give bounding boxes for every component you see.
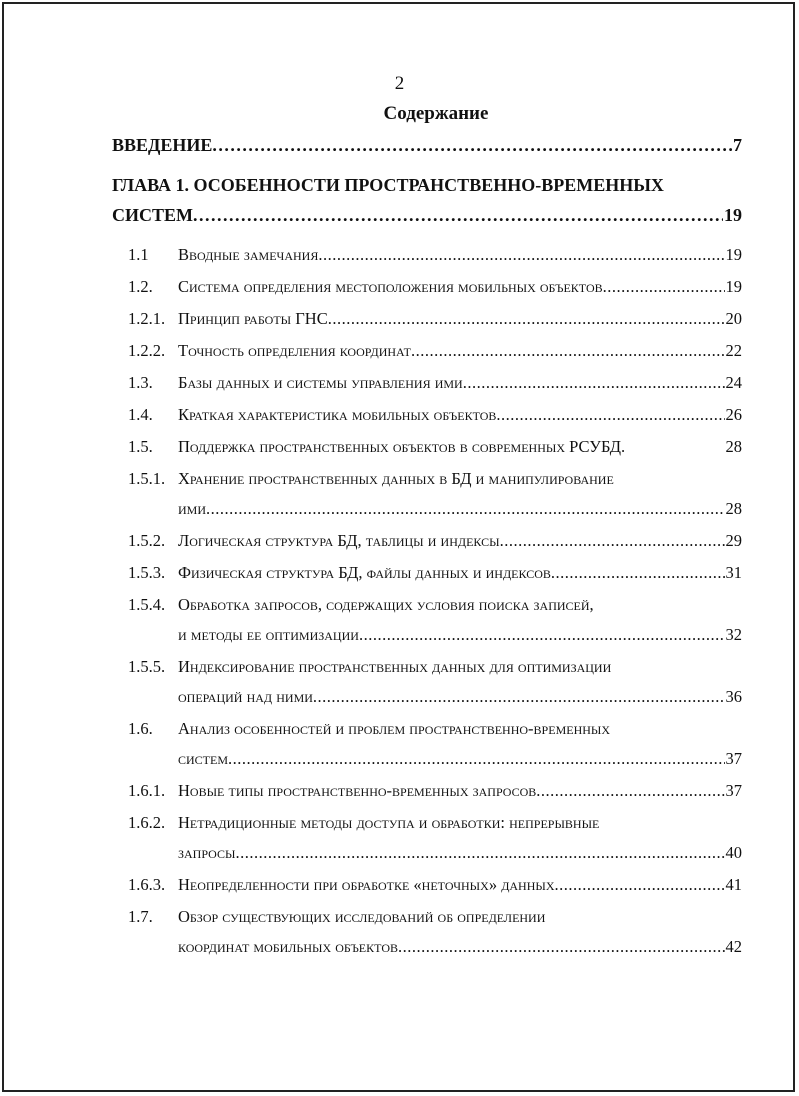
toc-entry-page: 28	[725, 499, 742, 518]
toc-entry-text: Принцип работы ГНС	[178, 309, 328, 328]
toc-leader-dots	[206, 498, 724, 520]
toc-entry-1-4[interactable]	[128, 404, 742, 428]
toc-entry-text: систем	[178, 749, 229, 768]
toc-entry-1-2-2[interactable]	[128, 340, 742, 364]
toc-entry-text: Индексирование пространственных данных для оптимизации	[178, 657, 612, 676]
toc-entry-text: Хранение пространственных данных в БД и манипулирование	[178, 469, 614, 488]
toc-entry-text: Нетрадиционные методы доступа и обработки: непрерывные	[178, 813, 600, 832]
toc-leader-dots	[228, 748, 724, 770]
toc-leader-dots	[235, 842, 724, 864]
toc-entry-text: Новые типы пространственно-временных запросов	[178, 781, 537, 800]
toc-entry-number: 1.6.2.	[128, 813, 166, 832]
toc-entry-text: и методы ее оптимизации	[178, 625, 359, 644]
toc-entry-1-7[interactable]	[128, 906, 742, 930]
toc-entry-1-2-1[interactable]	[128, 308, 742, 332]
toc-entry-text: ГЛАВА 1. ОСОБЕННОСТИ ПРОСТРАНСТВЕННО-ВРЕМЕННЫХ	[112, 175, 664, 195]
toc-entry-number: 1.1	[128, 245, 149, 264]
toc-entry-text: запросы	[178, 843, 236, 862]
toc-entry-number: 1.6.3.	[128, 875, 166, 894]
toc-entry-page: 29	[725, 531, 742, 550]
toc-entry-text: Обзор существующих исследований об определении	[178, 907, 546, 926]
toc-entry-number: 1.6.1.	[128, 781, 166, 800]
toc-entry-number: 1.2.1.	[128, 309, 166, 328]
toc-entry-text: Логическая структура БД, таблицы и индексы	[178, 531, 500, 550]
toc-entry-1-5-1[interactable]	[128, 468, 742, 492]
toc-entry-1-1[interactable]	[128, 244, 742, 268]
toc-entry-chapter-1[interactable]	[112, 174, 742, 198]
toc-entry-page: 19	[724, 205, 742, 225]
toc-entry-number: 1.2.	[128, 277, 153, 296]
toc-leader-dots	[496, 404, 724, 426]
toc-leader-dots	[328, 308, 725, 330]
toc-leader-dots	[555, 874, 725, 896]
toc-entry-page: 19	[725, 245, 742, 264]
toc-entry-number: 1.5.1.	[128, 469, 166, 488]
toc-entry-1-6[interactable]	[128, 718, 742, 742]
toc-entry-1-3[interactable]	[128, 372, 742, 396]
toc-entry-text: Обработка запросов, содержащих условия поиска записей,	[178, 595, 594, 614]
toc-entry-1-6-3[interactable]	[128, 874, 742, 898]
toc-entry-text: СИСТЕМ	[112, 205, 193, 225]
toc-entry-number: 1.6.	[128, 719, 153, 738]
toc-entry-1-5-4[interactable]	[128, 594, 742, 618]
toc-leader-dots	[193, 204, 723, 226]
toc-entry-text: Базы данных и системы управления ими	[178, 373, 463, 392]
toc-entry-1-5-5[interactable]	[128, 656, 742, 680]
toc-entry-number: 1.3.	[128, 373, 153, 392]
toc-entry-page: 36	[725, 687, 742, 706]
toc-entry-page: 32	[725, 625, 742, 644]
toc-entry-1-5-5-cont[interactable]	[178, 686, 742, 710]
toc-entry-text: Вводные замечания	[178, 245, 319, 264]
toc-entry-text: Неопределенности при обработке «неточных» данных	[178, 875, 555, 894]
toc-entry-text: Система определения местоположения мобильных объектов	[178, 277, 603, 296]
toc-entry-page: 26	[725, 405, 742, 424]
toc-entry-page: 7	[733, 135, 742, 155]
toc-entry-1-6-2-cont[interactable]	[178, 842, 742, 866]
toc-leader-dots	[463, 372, 725, 394]
toc-entry-page: 37	[725, 781, 742, 800]
toc-entry-page: 19	[725, 277, 742, 296]
toc-entry-page: 20	[725, 309, 742, 328]
toc-leader-dots	[500, 530, 725, 552]
toc-entry-page: 42	[725, 937, 742, 956]
toc-leader-dots	[551, 562, 725, 584]
toc-entry-page: 31	[725, 563, 742, 582]
toc-entry-number: 1.2.2.	[128, 341, 166, 360]
toc-entry-1-5-3[interactable]	[128, 562, 742, 586]
toc-entry-number: 1.5.3.	[128, 563, 166, 582]
toc-entry-page: 28	[725, 437, 742, 456]
toc-entry-chapter-1-cont[interactable]	[112, 204, 742, 228]
toc-leader-dots	[603, 276, 725, 298]
toc-title: Содержание	[383, 103, 489, 124]
toc-entry-number: 1.7.	[128, 907, 153, 926]
toc-leader-dots	[313, 686, 725, 708]
page-number: 2	[394, 73, 405, 94]
toc-entry-1-5-1-cont[interactable]	[178, 498, 742, 522]
toc-entry-introduction[interactable]	[112, 134, 742, 158]
toc-leader-dots	[359, 624, 725, 646]
toc-leader-dots	[536, 780, 724, 802]
toc-entry-page: 22	[725, 341, 742, 360]
toc-entry-1-6-cont[interactable]	[178, 748, 742, 772]
toc-entry-text: Физическая структура БД, файлы данных и индексов	[178, 563, 551, 582]
toc-entry-1-7-cont[interactable]	[178, 936, 742, 960]
toc-entry-1-5-4-cont[interactable]	[178, 624, 742, 648]
toc-entry-text: Краткая характеристика мобильных объектов	[178, 405, 497, 424]
toc-entry-page: 40	[725, 843, 742, 862]
toc-entry-number: 1.5.2.	[128, 531, 166, 550]
toc-entry-number: 1.5.	[128, 437, 153, 456]
toc-entry-text: операций над ними	[178, 687, 313, 706]
toc-entry-number: 1.4.	[128, 405, 153, 424]
toc-entry-1-5-2[interactable]	[128, 530, 742, 554]
toc-entry-text: Поддержка пространственных объектов в современных РСУБД.	[178, 437, 626, 456]
toc-entry-number: 1.5.4.	[128, 595, 166, 614]
toc-entry-1-5[interactable]	[128, 436, 742, 460]
toc-leader-dots	[411, 340, 725, 362]
toc-leader-dots	[398, 936, 725, 958]
toc-entry-1-6-2[interactable]	[128, 812, 742, 836]
toc-entry-1-6-1[interactable]	[128, 780, 742, 804]
toc-entry-text: координат мобильных объектов	[178, 937, 398, 956]
toc-entry-text: Точность определения координат	[178, 341, 411, 360]
toc-entry-page: 41	[725, 875, 742, 894]
toc-entry-text: ВВЕДЕНИЕ	[112, 135, 213, 155]
toc-entry-1-2[interactable]	[128, 276, 742, 300]
toc-leader-dots	[318, 244, 724, 266]
toc-entry-number: 1.5.5.	[128, 657, 166, 676]
toc-entry-page: 37	[725, 749, 742, 768]
toc-leader-dots	[212, 134, 732, 156]
toc-entry-text: Анализ особенностей и проблем пространственно-временных	[178, 719, 611, 738]
toc-entry-page: 24	[725, 373, 742, 392]
toc-entry-text: ими	[178, 499, 207, 518]
